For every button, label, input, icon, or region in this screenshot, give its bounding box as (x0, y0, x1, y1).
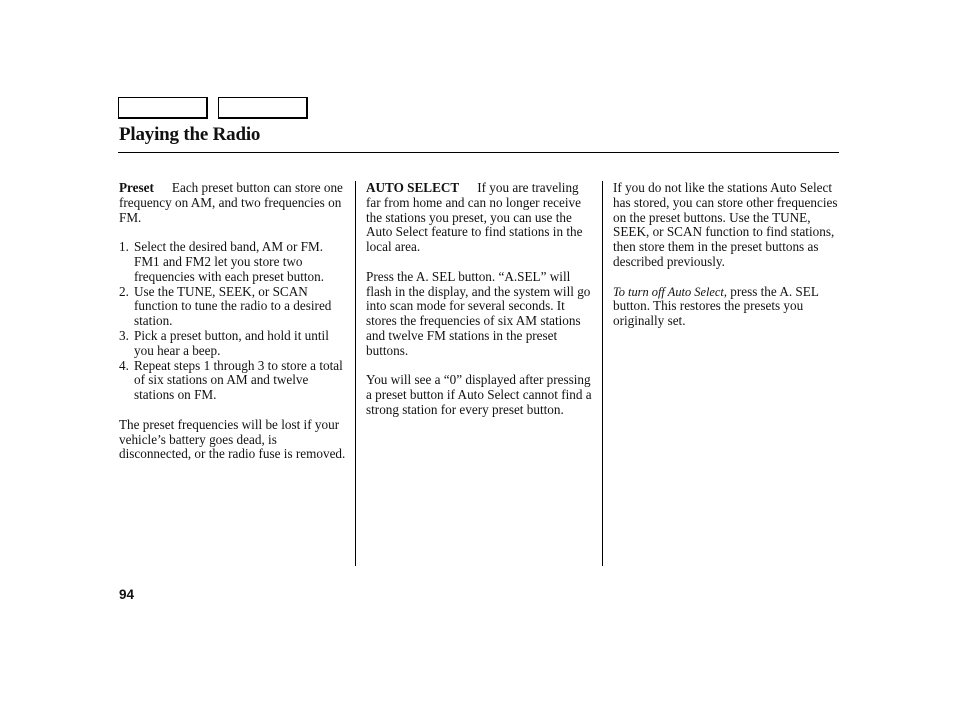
step-text: Pick a preset button, and hold it until you hear a beep. (134, 327, 329, 358)
page-title: Playing the Radio (119, 124, 261, 145)
list-item (119, 329, 347, 359)
page-number: 94 (119, 587, 135, 602)
column-auto-select (366, 181, 596, 433)
preset-heading: Preset (119, 180, 154, 195)
turn-off-text: press the A. SEL button. This restores the presets you originally set. (613, 283, 819, 329)
title-rule (118, 152, 839, 153)
turn-off-italic: To turn off Auto Select, (613, 284, 727, 299)
column-divider-1 (355, 181, 356, 566)
auto-select-heading: AUTO SELECT (366, 180, 460, 195)
column-divider-2 (602, 181, 603, 566)
preset-note: The preset frequencies will be lost if your vehicle’s battery goes dead, is disconnected, or the radio fuse is removed. (119, 416, 346, 462)
header-tab-box-2 (218, 97, 308, 119)
step-text: Repeat steps 1 through 3 to store a total of six stations on AM and twelve stations on FM. (134, 357, 343, 403)
step-number: 1. (119, 239, 129, 255)
header-tab-box-1 (118, 97, 208, 119)
turn-off-auto-select (613, 285, 838, 329)
step-number: 3. (119, 327, 129, 343)
step-number: 4. (119, 357, 129, 373)
stored-stations-para-1: If you do not like the stations Auto Select has stored, you can store other frequencies on the preset buttons. Use the TUNE, SEEK, or SCAN function to find stations, then store them in the preset buttons as described previously. (613, 180, 838, 269)
list-item (119, 240, 347, 284)
auto-select-intro (366, 181, 596, 255)
column-preset (119, 181, 347, 477)
auto-select-para-2: Press the A. SEL button. “A.SEL” will flash in the display, and the system will go into scan mode for several seconds. It stores the frequencies of six AM stations and twelve FM stations in the preset buttons. (366, 268, 591, 358)
step-text: Select the desired band, AM or FM. FM1 and FM2 let you store two frequencies with each preset button. (134, 239, 325, 284)
column-stored-stations (613, 181, 838, 344)
preset-steps-list (119, 240, 347, 403)
list-item (119, 285, 347, 329)
step-text: Use the TUNE, SEEK, or SCAN function to tune the radio to a desired station. (134, 283, 332, 329)
preset-intro (119, 181, 347, 225)
auto-select-intro-text: If you are traveling far from home and can no longer receive the stations you preset, you can use the Auto Select feature to find stations in the local area. (366, 180, 583, 255)
preset-intro-text: Each preset button can store one frequency on AM, and two frequencies on FM. (119, 180, 343, 225)
list-item (119, 359, 347, 403)
auto-select-para-3: You will see a “0” displayed after pressing a preset button if Auto Select cannot find a strong station for every preset button. (366, 372, 592, 417)
step-number: 2. (119, 283, 129, 299)
